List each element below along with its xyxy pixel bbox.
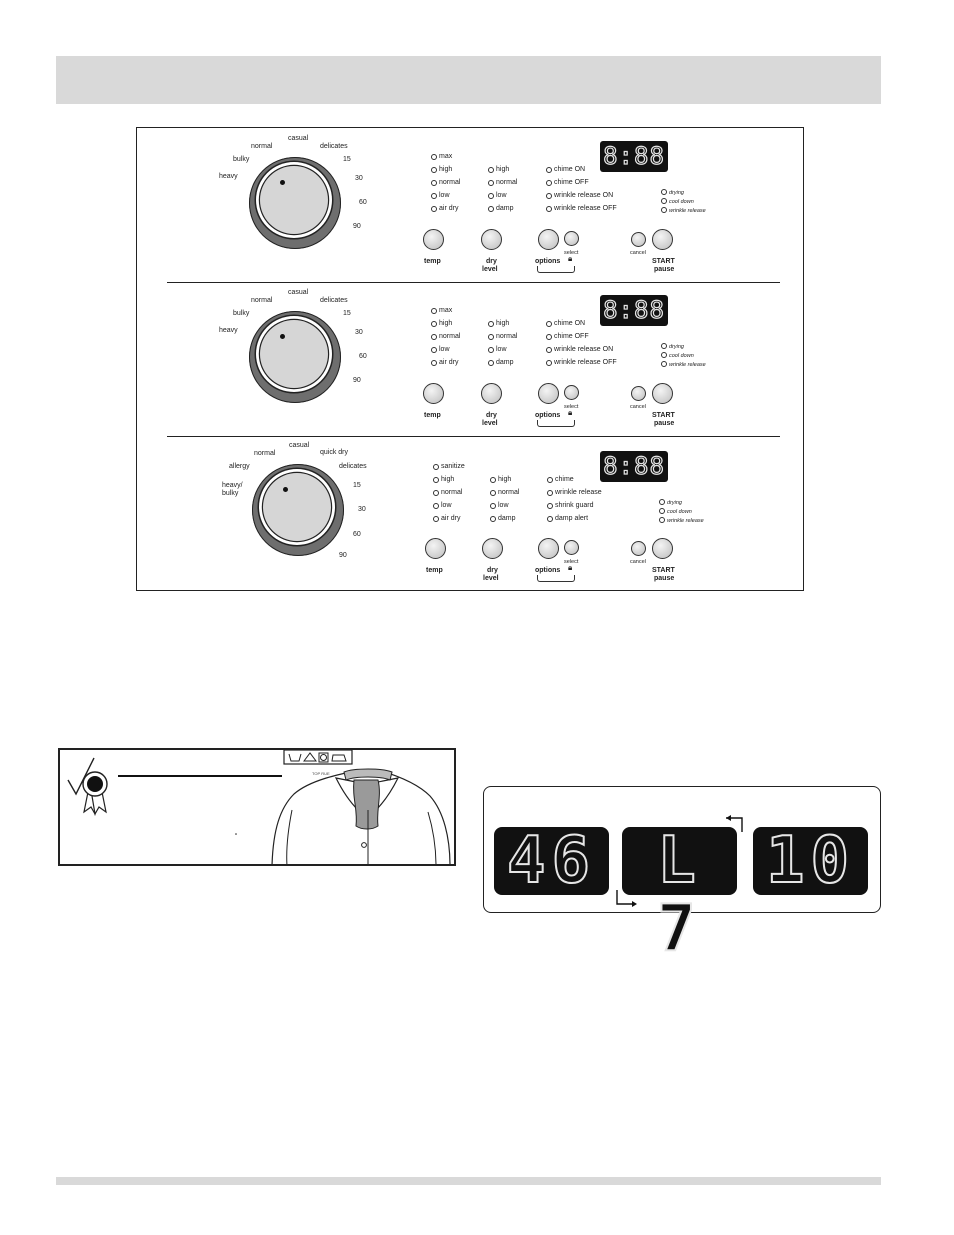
dial-label-60: 60 <box>359 353 367 360</box>
control-panel-1: casual normal delicates bulky heavy 15 30 60 90 max high normal low air dry high normal low damp chime ON chime OFF wrinkle release ON wrinkle release OFF 8:88 drying cool down wrinkle release temp dry level select options 🔒︎ cancel START pause <box>219 135 706 273</box>
cancel-button[interactable] <box>631 386 646 401</box>
header-bar <box>56 56 881 104</box>
dial-label-90: 90 <box>353 377 361 384</box>
temp-button[interactable] <box>423 383 444 404</box>
start-pause-button[interactable] <box>652 538 673 559</box>
options-button[interactable] <box>538 383 559 404</box>
dial-label-delicates: delicates <box>320 143 348 150</box>
control-panel-2: casual normal delicates bulky heavy 15 30 60 90 max high normal low air dry high normal low damp chime ON chime OFF wrinkle release ON wrinkle release OFF 8:88 drying cool down wrinkle release temp dry level select options 🔒︎ cancel START pause <box>219 289 706 427</box>
time-display: 8:88 <box>600 295 668 326</box>
dial-label-heavy: heavy <box>219 327 238 334</box>
dry-level-button[interactable] <box>481 229 502 250</box>
care-tag-text: TOP RUE <box>312 771 330 776</box>
options-button-label: options <box>535 258 561 265</box>
footer-bar <box>56 1177 881 1185</box>
select-button-label: select <box>564 404 579 410</box>
dial-label-normal: normal <box>254 450 276 457</box>
temp-button-label: temp <box>424 258 441 265</box>
cycle-selector-dial[interactable] <box>249 157 341 249</box>
dial-label-bulky: bulky <box>233 156 250 163</box>
dial-label-30: 30 <box>355 329 363 336</box>
options-button[interactable] <box>538 229 559 250</box>
cancel-button-label: cancel <box>630 250 646 256</box>
start-button-label: START <box>652 567 675 574</box>
code-display-3: 10 <box>753 827 868 895</box>
dial-label-30: 30 <box>355 175 363 182</box>
time-display: 8:88 <box>600 141 668 172</box>
dry-level-button[interactable] <box>481 383 502 404</box>
dial-pointer-icon <box>283 487 288 492</box>
code-display-2: L 7 <box>622 827 737 895</box>
pause-button-label: pause <box>654 420 675 427</box>
care-tip-title-rule <box>118 775 282 777</box>
control-lock-bracket <box>537 420 575 427</box>
award-ribbon-icon <box>64 754 124 818</box>
control-lock-bracket <box>537 575 575 582</box>
lock-icon: 🔒︎ <box>568 563 573 572</box>
pause-button-label: pause <box>654 575 675 582</box>
start-pause-button[interactable] <box>652 229 673 250</box>
dial-label-casual: casual <box>288 289 309 296</box>
dial-label-delicates: delicates <box>320 297 348 304</box>
care-tip-box <box>58 748 456 866</box>
select-button[interactable] <box>564 385 579 400</box>
dial-label-15: 15 <box>353 482 361 489</box>
dry-level-button-label-2: level <box>482 420 498 427</box>
dial-label-heavy: heavy <box>219 173 238 180</box>
dial-label-bulky: bulky <box>233 310 250 317</box>
temp-button[interactable] <box>425 538 446 559</box>
cancel-button-label: cancel <box>630 404 646 410</box>
dial-label-casual: casual <box>288 135 309 142</box>
control-lock-bracket <box>537 266 575 273</box>
temp-button[interactable] <box>423 229 444 250</box>
select-button-label: select <box>564 250 579 256</box>
dial-label-heavy: heavy/ <box>222 482 243 489</box>
cycle-selector-dial[interactable] <box>249 311 341 403</box>
pause-button-label: pause <box>654 266 675 273</box>
lock-icon: 🔒︎ <box>568 254 573 263</box>
dial-label-90: 90 <box>353 223 361 230</box>
control-panel-3: casual normal quick dry allergy delicates heavy/ bulky 15 30 60 90 sanitize high normal low air dry high normal low damp chime wrinkle release shrink guard damp alert 8:88 drying cool down wrinkle release temp dry level select options 🔒︎ cancel START pause <box>222 442 704 582</box>
dial-label-15: 15 <box>343 310 351 317</box>
dry-level-button-label: dry <box>487 567 498 574</box>
dial-label-normal: normal <box>251 143 273 150</box>
start-pause-button[interactable] <box>652 383 673 404</box>
lock-icon: 🔒︎ <box>568 408 573 417</box>
dry-level-button[interactable] <box>482 538 503 559</box>
options-button[interactable] <box>538 538 559 559</box>
temp-button-label: temp <box>426 567 443 574</box>
dial-label-15: 15 <box>343 156 351 163</box>
dial-label-bulky: bulky <box>222 490 239 497</box>
dry-level-button-label: dry <box>486 412 497 419</box>
dial-label-60: 60 <box>353 531 361 538</box>
dial-label-60: 60 <box>359 199 367 206</box>
options-button-label: options <box>535 567 561 574</box>
cancel-button[interactable] <box>631 232 646 247</box>
start-button-label: START <box>652 258 675 265</box>
start-button-label: START <box>652 412 675 419</box>
cycle-selector-dial[interactable] <box>252 464 344 556</box>
dial-label-90: 90 <box>339 552 347 559</box>
dry-level-button-label: dry <box>486 258 497 265</box>
options-button-label: options <box>535 412 561 419</box>
select-button[interactable] <box>564 231 579 246</box>
code-display-1: 46 <box>494 827 609 895</box>
dial-pointer-icon <box>280 180 285 185</box>
select-button-label: select <box>564 559 579 565</box>
dry-level-button-label-2: level <box>482 266 498 273</box>
dry-level-button-label-2: level <box>483 575 499 582</box>
dial-pointer-icon <box>280 334 285 339</box>
dial-label-30: 30 <box>358 506 366 513</box>
temp-button-label: temp <box>424 412 441 419</box>
cancel-button-label: cancel <box>630 559 646 565</box>
select-button[interactable] <box>564 540 579 555</box>
dial-label-quick-dry: quick dry <box>320 449 349 456</box>
cancel-button[interactable] <box>631 541 646 556</box>
dial-label-casual: casual <box>289 442 310 449</box>
dial-label-allergy: allergy <box>229 463 250 470</box>
time-display: 8:88 <box>600 451 668 482</box>
dial-label-normal: normal <box>251 297 273 304</box>
dial-label-delicates: delicates <box>339 463 367 470</box>
